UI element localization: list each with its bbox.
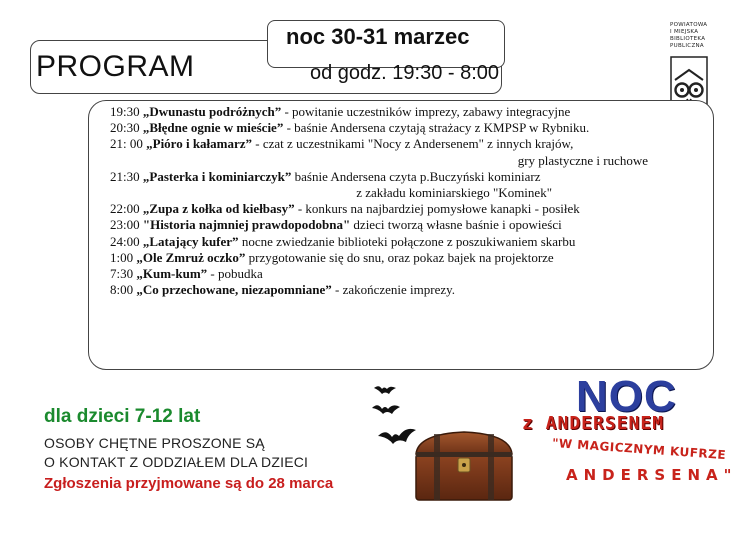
schedule-activity-description: baśnie Andersena czyta p.Buczyński kominiarz xyxy=(291,168,541,184)
schedule-activity-description: - czat z uczestnikami "Nocy z Andersenem" z innych krajów, xyxy=(252,136,574,152)
schedule-time: 23:00 xyxy=(110,217,140,233)
schedule-item xyxy=(110,234,670,250)
schedule-activity-description: - baśnie Andersena czytają strażacy z KMPSP w Rybniku. xyxy=(283,120,590,136)
schedule-item xyxy=(110,136,670,152)
schedule-item xyxy=(110,201,670,217)
schedule-activity-title: „Błędne ognie w mieście” xyxy=(142,120,284,136)
registration-deadline: Zgłoszenia przyjmowane są do 28 marca xyxy=(44,475,334,492)
schedule-item xyxy=(110,104,670,120)
contact-info-line-2: O KONTAKT Z ODDZIAŁEM DLA DZIECI xyxy=(44,454,309,470)
logo-line-3: BIBLIOTEKA xyxy=(670,36,706,42)
schedule-item-continuation: gry plastyczne i ruchowe xyxy=(517,152,648,168)
treasure-chest-icon xyxy=(410,428,520,504)
schedule-activity-title: „Zupa z kołka od kiełbasy” xyxy=(142,201,295,217)
schedule-activity-title: „Co przechowane, niezapomniane” xyxy=(136,282,332,298)
schedule-item xyxy=(110,217,670,233)
schedule-item xyxy=(110,282,670,298)
schedule-activity-description: przygotowanie się do snu, oraz pokaz bajek na projektorze xyxy=(245,249,554,265)
schedule-time: 21:30 xyxy=(110,168,140,184)
schedule-time: 7:30 xyxy=(110,266,134,282)
schedule-time: 19:30 xyxy=(110,104,140,119)
schedule-activity-title: „Pasterka i kominiarczyk” xyxy=(142,168,292,184)
library-logo xyxy=(660,22,716,110)
schedule-activity-description: - powitanie uczestników imprezy, zabawy integracyjne xyxy=(281,104,571,119)
schedule-activity-title: „Dwunastu podróżnych” xyxy=(142,104,282,119)
schedule-time: 24:00 xyxy=(110,233,140,249)
event-logo-kufer: "W MAGICZNYM KUFRZE xyxy=(551,435,727,463)
schedule-activity-title: „Pióro i kałamarz” xyxy=(146,136,253,152)
schedule-activity-title: „Kum-kum” xyxy=(136,266,208,282)
event-logo-andersena: ANDERSENA" xyxy=(566,466,738,484)
schedule-item xyxy=(110,266,670,282)
logo-line-1: POWIATOWA xyxy=(670,22,708,28)
schedule-item xyxy=(110,120,670,136)
schedule-item xyxy=(110,250,670,266)
schedule-activity-description: nocne zwiedzanie biblioteki połączone z poszukiwaniem skarbu xyxy=(238,233,576,249)
schedule-activity-description: dzieci tworzą własne baśnie i opowieści xyxy=(350,217,562,233)
schedule-activity-description: - zakończenie imprezy. xyxy=(331,282,456,298)
schedule-item-continuation: z zakładu kominiarskiego "Kominek" xyxy=(356,185,552,201)
event-date: noc 30-31 marzec xyxy=(286,24,470,49)
logo-line-2: I MIEJSKA xyxy=(670,29,699,35)
logo-line-4: PUBLICZNA xyxy=(670,43,704,49)
schedule-time: 20:30 xyxy=(110,120,140,136)
schedule-time: 8:00 xyxy=(110,282,134,298)
schedule-item xyxy=(110,169,670,185)
schedule-time: 21: 00 xyxy=(110,136,143,152)
event-logo-andersen: z ANDERSENEM xyxy=(522,413,665,434)
schedule-time: 22:00 xyxy=(110,201,140,217)
schedule-list xyxy=(110,104,670,298)
contact-info-line-1: OSOBY CHĘTNE PROSZONE SĄ xyxy=(44,435,265,451)
age-group-title: dla dzieci 7-12 lat xyxy=(44,406,201,427)
event-logo-noc: NOC xyxy=(576,372,677,421)
schedule-activity-description: - pobudka xyxy=(207,266,263,282)
schedule-activity-title: „Latający kufer” xyxy=(142,233,239,249)
schedule-activity-title: "Historia najmniej prawdopodobna" xyxy=(142,217,351,233)
schedule-activity-title: „Ole Zmruż oczko” xyxy=(136,249,246,265)
event-hours: od godz. 19:30 - 8:00 xyxy=(310,62,500,84)
program-title: PROGRAM xyxy=(36,50,195,83)
schedule-time: 1:00 xyxy=(110,249,134,265)
schedule-activity-description: - konkurs na najbardziej pomysłowe kanapki - posiłek xyxy=(294,201,580,217)
